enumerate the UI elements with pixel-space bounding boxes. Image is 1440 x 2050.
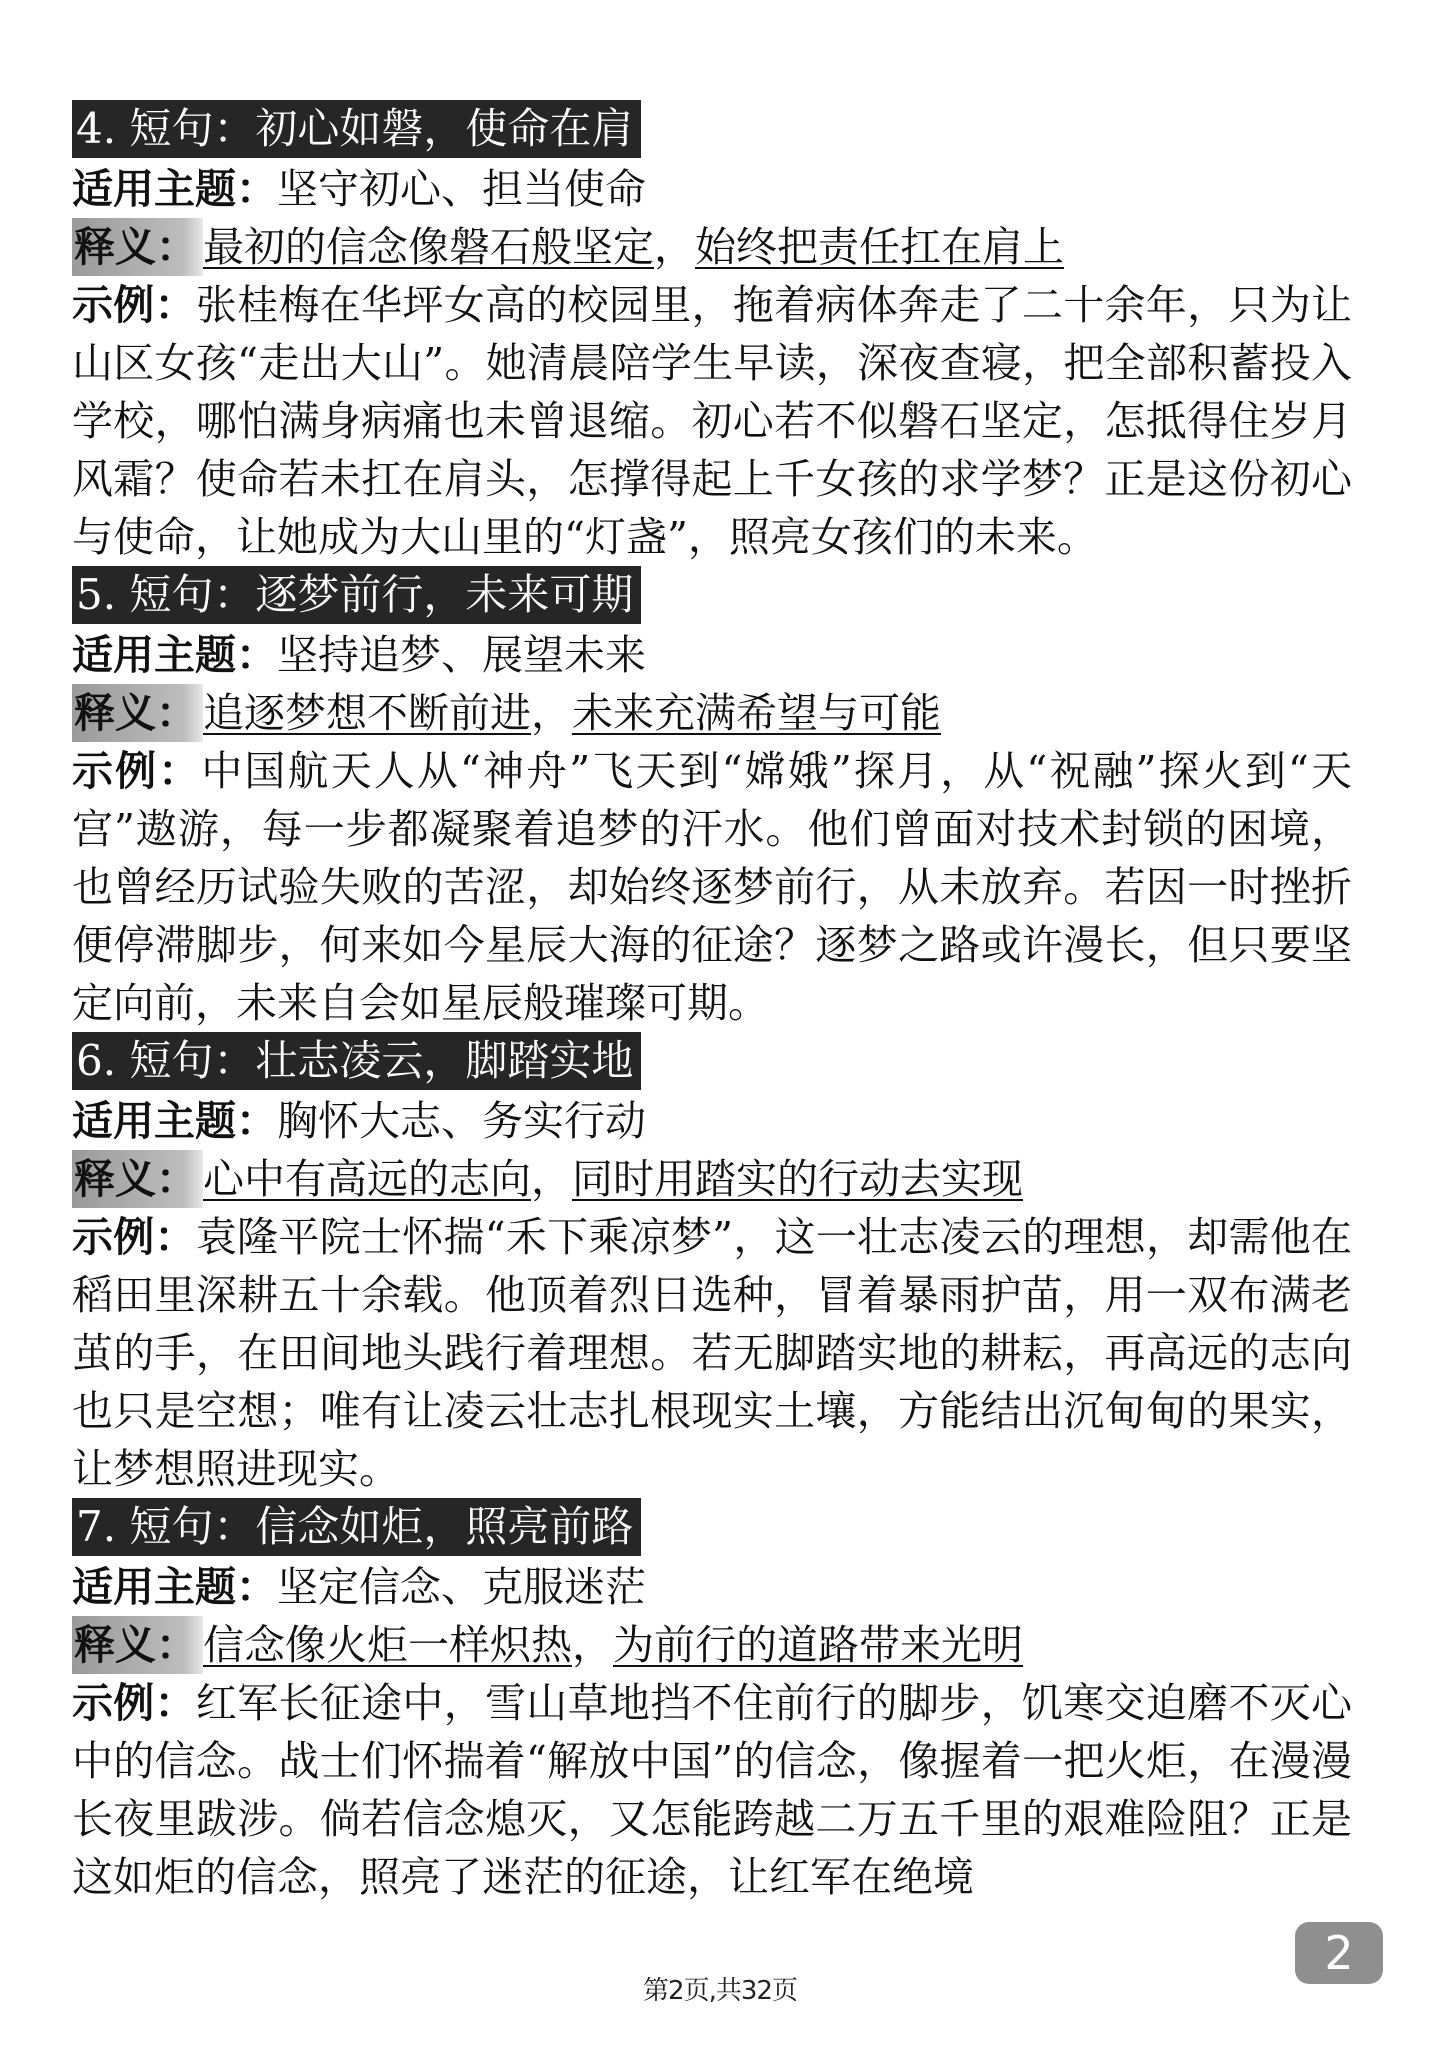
- meaning-label: 释义：: [72, 1616, 203, 1674]
- example-label: 示例：: [72, 1679, 196, 1727]
- theme-line: [72, 1558, 1352, 1616]
- page-number-badge: 2: [1295, 1922, 1383, 1984]
- example-label: 示例：: [72, 1213, 196, 1261]
- example-text: 袁隆平院士怀揣“禾下乘凉梦”，这一壮志凌云的理想，却需他在稻田里深耕五十余载。他顶着烈日选种，冒着暴雨护苗，用一双布满老茧的手，在田间地头践行着理想。若无脚踏实地的耕耘，再高远的志向也只是空想；唯有让凌云壮志扎根现实土壤，方能结出沉甸甸的果实，让梦想照进现实。: [72, 1213, 1353, 1493]
- meaning-part-a: 心中有高远的志向: [203, 1155, 531, 1203]
- section-title: 7. 短句：信念如炬，照亮前路: [72, 1498, 641, 1556]
- meaning-part-a: 追逐梦想不断前进: [203, 689, 531, 737]
- meaning-line: [72, 218, 1352, 276]
- example-text: 中国航天人从“神舟”飞天到“嫦娥”探月，从“祝融”探火到“天宫”遨游，每一步都凝聚着追梦的汗水。他们曾面对技术封锁的困境，也曾经历试验失败的苦涩，却始终逐梦前行，从未放弃。若因一时挫折便停滞脚步，何来如今星辰大海的征途？逐梦之路或许漫长，但只要坚定向前，未来自会如星辰般璀璨可期。: [72, 747, 1352, 1027]
- meaning-part-b: 未来充满希望与可能: [572, 689, 941, 737]
- theme-text: 坚持追梦、展望未来: [277, 631, 646, 679]
- section-7: [72, 1498, 1352, 1906]
- example-label: 示例：: [72, 281, 196, 329]
- meaning-label: 释义：: [72, 1150, 203, 1208]
- meaning-line: [72, 1150, 1352, 1208]
- theme-text: 胸怀大志、务实行动: [277, 1097, 646, 1145]
- theme-line: [72, 1092, 1352, 1150]
- example-text: 张桂梅在华坪女高的校园里，拖着病体奔走了二十余年，只为让山区女孩“走出大山”。她清晨陪学生早读，深夜查寝，把全部积蓄投入学校，哪怕满身病痛也未曾退缩。初心若不似磐石坚定，怎抵得住岁月风霜？使命若未扛在肩头，怎撑得起上千女孩的求学梦？正是这份初心与使命，让她成为大山里的“灯盏”，照亮女孩们的未来。: [72, 281, 1353, 561]
- meaning-line: [72, 1616, 1352, 1674]
- theme-label: 适用主题：: [72, 631, 277, 679]
- example-paragraph: [72, 276, 1352, 566]
- meaning-separator: ，: [654, 223, 695, 271]
- theme-label: 适用主题：: [72, 1097, 277, 1145]
- meaning-separator: ，: [572, 1621, 613, 1669]
- meaning-part-b: 同时用踏实的行动去实现: [572, 1155, 1023, 1203]
- theme-label: 适用主题：: [72, 165, 277, 213]
- section-title: 4. 短句：初心如磐，使命在肩: [72, 100, 641, 158]
- meaning-separator: ，: [531, 1155, 572, 1203]
- theme-line: [72, 626, 1352, 684]
- example-paragraph: [72, 742, 1352, 1032]
- page-footer: 第2页,共32页: [643, 1976, 797, 2006]
- meaning-label: 释义：: [72, 218, 203, 276]
- meaning-line: [72, 684, 1352, 742]
- theme-text: 坚守初心、担当使命: [277, 165, 646, 213]
- section-4: [72, 100, 1352, 566]
- example-paragraph: [72, 1208, 1352, 1498]
- section-title: 6. 短句：壮志凌云，脚踏实地: [72, 1032, 641, 1090]
- meaning-part-a: 信念像火炬一样炽热: [203, 1621, 572, 1669]
- document-body: [72, 100, 1352, 1906]
- meaning-label: 释义：: [72, 684, 203, 742]
- example-paragraph: [72, 1674, 1352, 1906]
- meaning-part-b: 始终把责任扛在肩上: [695, 223, 1064, 271]
- meaning-part-a: 最初的信念像磐石般坚定: [203, 223, 654, 271]
- example-text: 红军长征途中，雪山草地挡不住前行的脚步，饥寒交迫磨不灭心中的信念。战士们怀揣着“解放中国”的信念，像握着一把火炬，在漫漫长夜里跋涉。倘若信念熄灭，又怎能跨越二万五千里的艰难险阻？正是这如炬的信念，照亮了迷茫的征途，让红军在绝境: [72, 1679, 1353, 1901]
- section-5: [72, 566, 1352, 1032]
- section-title: 5. 短句：逐梦前行，未来可期: [72, 566, 641, 624]
- meaning-separator: ，: [531, 689, 572, 737]
- theme-text: 坚定信念、克服迷茫: [277, 1563, 646, 1611]
- theme-line: [72, 160, 1352, 218]
- meaning-part-b: 为前行的道路带来光明: [613, 1621, 1023, 1669]
- example-label: 示例：: [72, 747, 202, 795]
- section-6: [72, 1032, 1352, 1498]
- theme-label: 适用主题：: [72, 1563, 277, 1611]
